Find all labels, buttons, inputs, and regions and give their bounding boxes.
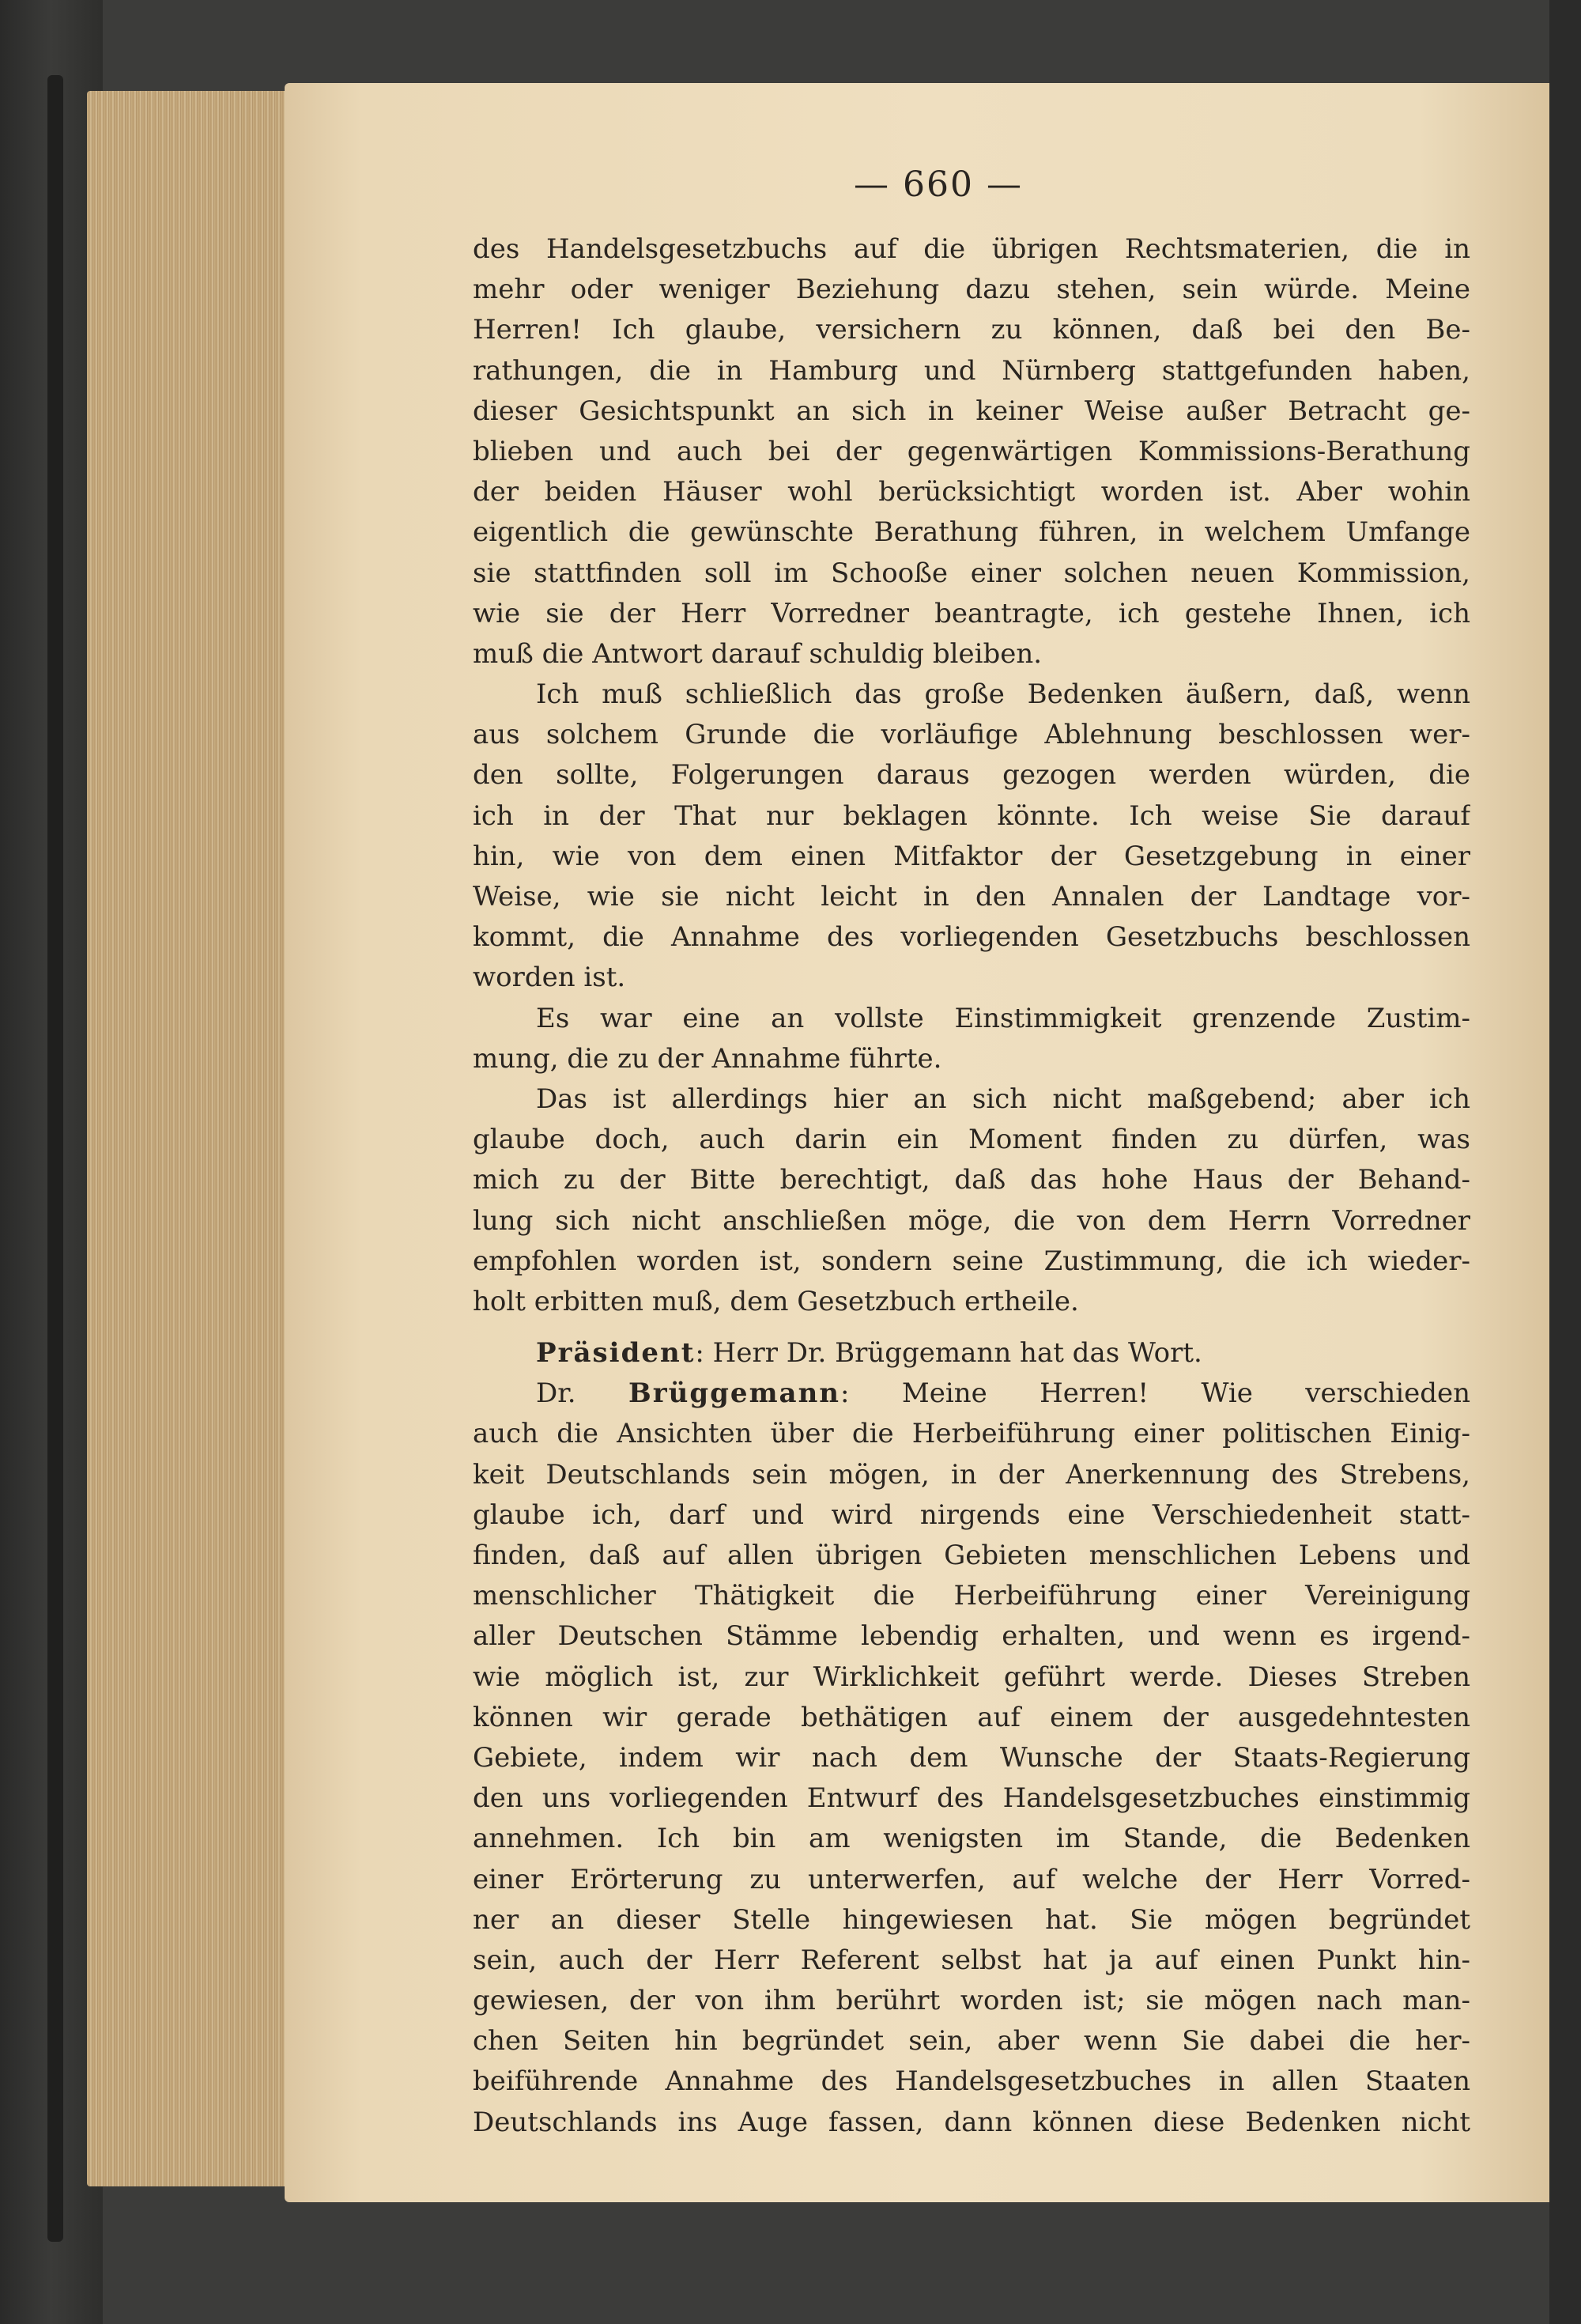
text-line: empfohlen worden ist, sondern seine Zustimmung, die ich wieder- [473, 1245, 1470, 1277]
text-line: den sollte, Folgerungen daraus gezogen werden würden, die [473, 759, 1470, 792]
text-line: auch die Ansichten über die Herbeiführung einer politischen Einig- [473, 1418, 1470, 1450]
text-line: keit Deutschlands sein mögen, in der Anerkennung des Strebens, [473, 1458, 1470, 1491]
text-line: wie sie der Herr Vorredner beantragte, ich gestehe Ihnen, ich [473, 597, 1470, 629]
text-line: finden, daß auf allen übrigen Gebieten menschlichen Lebens und [473, 1540, 1470, 1571]
text-line: eigentlich die gewünschte Berathung führen, in welchem Umfange [473, 516, 1470, 549]
text-line: dieser Gesichtspunkt an sich in keiner Weise außer Betracht ge- [473, 395, 1470, 427]
text-line: des Handelsgesetzbuchs auf die übrigen Rechtsmaterien, die in [473, 233, 1470, 265]
text-line: lung sich nicht anschließen möge, die von dem Herrn Vorredner [473, 1204, 1470, 1237]
text-line: Das ist allerdings hier an sich nicht maßgebend; aber ich [536, 1083, 1470, 1115]
page-stack-edge [87, 91, 292, 2186]
text-line: gewiesen, der von ihm berührt worden ist; sie mögen nach man- [473, 1985, 1470, 2017]
text-line: sie stattfinden soll im Schooße einer solchen neuen Kommission, [473, 557, 1470, 589]
text-line: Ich muß schließlich das große Bedenken äußern, daß, wenn [536, 678, 1470, 711]
text-line: mich zu der Bitte berechtigt, daß das hohe Haus der Behand- [473, 1164, 1470, 1196]
president-line [473, 1333, 1470, 1374]
speech-text: : Herr Dr. Brüggemann hat das Wort. [695, 1337, 1202, 1370]
page-text [473, 229, 1470, 2143]
text-line: Deutschlands ins Auge fassen, dann können diese Bedenken nicht [473, 2106, 1470, 2138]
text-line: annehmen. Ich bin am wenigsten im Stande, die Bedenken [473, 1823, 1470, 1855]
text-line: Weise, wie sie nicht leicht in den Annalen der Landtage vor- [473, 881, 1470, 913]
text-line: der beiden Häuser wohl berücksichtigt worden ist. Aber wohin [473, 476, 1470, 508]
text-line: wie möglich ist, zur Wirklichkeit geführt werde. Dieses Streben [473, 1661, 1470, 1693]
text-line: aller Deutschen Stämme lebendig erhalten, und wenn es irgend- [473, 1620, 1470, 1653]
speaker-name: Brüggemann [628, 1377, 841, 1410]
text-line: glaube doch, auch darin ein Moment finden zu dürfen, was [473, 1124, 1470, 1156]
text-line: aus solchem Grunde die vorläufige Ablehnung beschlossen wer- [473, 719, 1470, 751]
text-line: rathungen, die in Hamburg und Nürnberg stattgefunden haben, [473, 354, 1470, 387]
speaker-name: Präsident [536, 1337, 696, 1370]
text-line: können wir gerade bethätigen auf einem der ausgedehntesten [473, 1701, 1470, 1733]
text-line: blieben und auch bei der gegenwärtigen Kommissions-Berathung [473, 435, 1470, 467]
text-line: Herren! Ich glaube, versichern zu können, daß bei den Be- [473, 314, 1470, 346]
text-block-1 [473, 229, 1470, 1322]
text-line: ich in der That nur beklagen könnte. Ich weise Sie darauf [473, 799, 1470, 832]
text-line: chen Seiten hin begründet sein, aber wenn Sie dabei die her- [473, 2025, 1470, 2058]
text-line: einer Erörterung zu unterwerfen, auf welche der Herr Vorred- [473, 1863, 1470, 1895]
speaker-title: Dr. [536, 1377, 576, 1410]
text-line: beiführende Annahme des Handelsgesetzbuches in allen Staaten [473, 2065, 1470, 2098]
brueggemann-line [473, 1374, 1470, 1414]
text-line: Es war eine an vollste Einstimmigkeit grenzende Zustim- [536, 1002, 1470, 1034]
text-line: ner an dieser Stelle hingewiesen hat. Sie mögen begründet [473, 1903, 1470, 1936]
text-line: kommt, die Annahme des vorliegenden Gesetzbuchs beschlossen [473, 921, 1470, 954]
text-line: worden ist. [473, 962, 626, 994]
text-line: Gebiete, indem wir nach dem Wunsche der Staats-Regierung [473, 1741, 1470, 1774]
spacer [473, 1322, 1470, 1333]
text-line: mehr oder weniger Beziehung dazu stehen, sein würde. Meine [473, 274, 1470, 306]
text-line: hin, wie von dem einen Mitfaktor der Gesetzgebung in einer [473, 840, 1470, 872]
text-line: den uns vorliegenden Entwurf des Handelsgesetzbuches einstimmig [473, 1782, 1470, 1815]
text-line: muß die Antwort darauf schuldig bleiben. [473, 637, 1043, 670]
text-line: holt erbitten muß, dem Gesetzbuch ertheile. [473, 1285, 1079, 1317]
text-line: mung, die zu der Annahme führte. [473, 1042, 942, 1075]
right-shadow [1549, 0, 1581, 2324]
text-block-2 [473, 1414, 1470, 2142]
text-line: sein, auch der Herr Referent selbst hat ja auf einen Punkt hin- [473, 1944, 1470, 1976]
speech-text: : Meine Herren! Wie verschieden [840, 1377, 1470, 1410]
page-number: — 660 — [854, 164, 1023, 205]
text-line: menschlicher Thätigkeit die Herbeiführung einer Vereinigung [473, 1580, 1470, 1612]
book-spine-edge [47, 75, 63, 2242]
text-line: glaube ich, darf und wird nirgends eine Verschiedenheit statt- [473, 1498, 1470, 1531]
